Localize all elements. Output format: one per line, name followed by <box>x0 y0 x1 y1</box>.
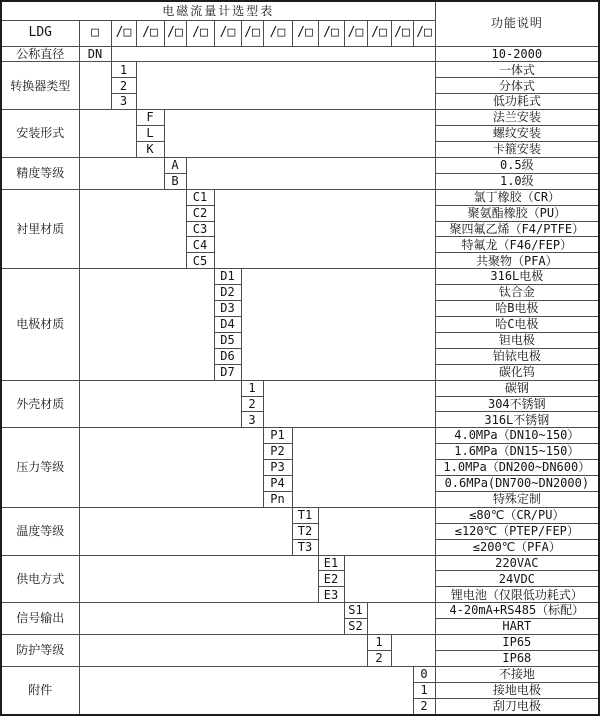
code-cell-signal-output-S2: S2 <box>344 619 367 635</box>
table-row-pressure-rating <box>1 428 599 444</box>
desc-cell-power-supply-E3: 锂电池（仅限低功耗式） <box>435 587 599 603</box>
code-cell-electrode-material-D5: D5 <box>214 332 241 348</box>
code-cell-protection-rating-2: 2 <box>367 651 391 667</box>
empty-cell-right-housing-material <box>263 380 435 428</box>
code-cell-pressure-rating-P2: P2 <box>263 444 292 460</box>
empty-cell-left-signal-output <box>79 603 344 635</box>
model-slash-box-cell: /□ <box>367 20 391 46</box>
code-cell-liner-material-C3: C3 <box>186 221 214 237</box>
table-row-nominal-diameter <box>1 46 599 62</box>
table-row-power-supply <box>1 555 599 571</box>
code-cell-installation-type-F: F <box>136 110 164 126</box>
desc-cell-electrode-material-D7: 碳化钨 <box>435 364 599 380</box>
desc-cell-temperature-rating-T2: ≤120℃（PTEP/FEP） <box>435 523 599 539</box>
empty-cell-left-electrode-material <box>79 269 214 380</box>
code-cell-electrode-material-D2: D2 <box>214 285 241 301</box>
desc-cell-liner-material-C4: 特氟龙（F46/FEP） <box>435 237 599 253</box>
category-label-electrode-material: 电极材质 <box>1 269 79 380</box>
model-slash-box-cell: /□ <box>136 20 164 46</box>
table-row-accessories <box>1 666 599 682</box>
code-cell-electrode-material-D7: D7 <box>214 364 241 380</box>
code-cell-housing-material-2: 2 <box>241 396 263 412</box>
desc-cell-accuracy-class-B: 1.0级 <box>435 173 599 189</box>
code-cell-housing-material-1: 1 <box>241 380 263 396</box>
empty-cell-right-electrode-material <box>241 269 435 380</box>
code-cell-accessories-1: 1 <box>413 682 435 698</box>
category-label-housing-material: 外壳材质 <box>1 380 79 428</box>
code-cell-signal-output-S1: S1 <box>344 603 367 619</box>
category-label-power-supply: 供电方式 <box>1 555 79 603</box>
desc-cell-liner-material-C2: 聚氨酯橡胶（PU） <box>435 205 599 221</box>
desc-cell-liner-material-C5: 共聚物（PFA） <box>435 253 599 269</box>
empty-cell-right-power-supply <box>344 555 435 603</box>
desc-cell-temperature-rating-T3: ≤200℃（PFA） <box>435 539 599 555</box>
empty-cell-left-installation-type <box>79 110 136 158</box>
function-description-header: 功能说明 <box>435 1 599 46</box>
code-cell-temperature-rating-T2: T2 <box>292 523 318 539</box>
desc-cell-converter-type-1: 一体式 <box>435 62 599 78</box>
code-cell-accessories-0: 0 <box>413 666 435 682</box>
empty-cell-right-liner-material <box>214 189 435 269</box>
empty-cell-right-nominal-diameter <box>111 46 435 62</box>
code-cell-liner-material-C5: C5 <box>186 253 214 269</box>
desc-cell-housing-material-2: 304不锈钢 <box>435 396 599 412</box>
empty-cell-left-housing-material <box>79 380 241 428</box>
code-cell-installation-type-K: K <box>136 142 164 158</box>
category-label-protection-rating: 防护等级 <box>1 635 79 667</box>
empty-cell-right-installation-type <box>164 110 435 158</box>
desc-cell-electrode-material-D5: 钽电极 <box>435 332 599 348</box>
desc-cell-electrode-material-D4: 哈C电极 <box>435 316 599 332</box>
table-row-liner-material <box>1 189 599 205</box>
desc-cell-liner-material-C1: 氯丁橡胶（CR） <box>435 189 599 205</box>
table-row-protection-rating <box>1 635 599 651</box>
code-cell-liner-material-C1: C1 <box>186 189 214 205</box>
empty-cell-right-accuracy-class <box>186 157 435 189</box>
code-cell-converter-type-3: 3 <box>111 94 136 110</box>
model-slash-box-cell: /□ <box>318 20 344 46</box>
table-row-accuracy-class <box>1 157 599 173</box>
category-label-nominal-diameter: 公称直径 <box>1 46 79 62</box>
desc-cell-protection-rating-2: IP68 <box>435 651 599 667</box>
desc-cell-converter-type-2: 分体式 <box>435 78 599 94</box>
empty-cell-right-protection-rating <box>391 635 435 667</box>
category-label-installation-type: 安装形式 <box>1 110 79 158</box>
code-cell-pressure-rating-P4: P4 <box>263 476 292 492</box>
empty-cell-right-converter-type <box>136 62 435 110</box>
code-cell-electrode-material-D1: D1 <box>214 269 241 285</box>
desc-cell-pressure-rating-P4: 0.6MPa(DN700~DN2000) <box>435 476 599 492</box>
model-slash-box-cell: /□ <box>241 20 263 46</box>
desc-cell-protection-rating-1: IP65 <box>435 635 599 651</box>
desc-cell-pressure-rating-Pn: 特殊定制 <box>435 491 599 507</box>
code-cell-pressure-rating-P1: P1 <box>263 428 292 444</box>
code-cell-protection-rating-1: 1 <box>367 635 391 651</box>
desc-cell-liner-material-C3: 聚四氟乙烯（F4/PTFE） <box>435 221 599 237</box>
category-label-signal-output: 信号输出 <box>1 603 79 635</box>
title-row <box>1 1 599 20</box>
code-cell-liner-material-C4: C4 <box>186 237 214 253</box>
model-slash-box-cell: /□ <box>391 20 413 46</box>
desc-cell-accessories-1: 接地电极 <box>435 682 599 698</box>
category-label-liner-material: 衬里材质 <box>1 189 79 269</box>
desc-cell-nominal-diameter-DN: 10-2000 <box>435 46 599 62</box>
empty-cell-right-pressure-rating <box>292 428 435 508</box>
desc-cell-signal-output-S2: HART <box>435 619 599 635</box>
desc-cell-pressure-rating-P2: 1.6MPa（DN15~150） <box>435 444 599 460</box>
code-cell-liner-material-C2: C2 <box>186 205 214 221</box>
desc-cell-installation-type-F: 法兰安装 <box>435 110 599 126</box>
desc-cell-installation-type-K: 卡箍安装 <box>435 142 599 158</box>
code-cell-accessories-2: 2 <box>413 698 435 715</box>
desc-cell-pressure-rating-P3: 1.0MPa（DN200~DN600） <box>435 460 599 476</box>
code-cell-electrode-material-D4: D4 <box>214 316 241 332</box>
empty-cell-right-signal-output <box>367 603 435 635</box>
desc-cell-power-supply-E1: 220VAC <box>435 555 599 571</box>
empty-cell-left-protection-rating <box>79 635 367 667</box>
model-box-cell: □ <box>79 20 111 46</box>
empty-cell-left-accessories <box>79 666 413 715</box>
code-cell-temperature-rating-T1: T1 <box>292 507 318 523</box>
desc-cell-accessories-2: 刮刀电极 <box>435 698 599 715</box>
desc-cell-electrode-material-D1: 316L电极 <box>435 269 599 285</box>
model-slash-box-cell: /□ <box>214 20 241 46</box>
model-slash-box-cell: /□ <box>111 20 136 46</box>
code-cell-installation-type-L: L <box>136 126 164 142</box>
desc-cell-signal-output-S1: 4-20mA+RS485（标配） <box>435 603 599 619</box>
category-label-temperature-rating: 温度等级 <box>1 507 79 555</box>
empty-cell-left-temperature-rating <box>79 507 292 555</box>
model-slash-box-cell: /□ <box>263 20 292 46</box>
empty-cell-right-temperature-rating <box>318 507 435 555</box>
desc-cell-temperature-rating-T1: ≤80℃（CR/PU） <box>435 507 599 523</box>
empty-cell-left-converter-type <box>79 62 111 110</box>
desc-cell-converter-type-3: 低功耗式 <box>435 94 599 110</box>
code-cell-power-supply-E1: E1 <box>318 555 344 571</box>
desc-cell-installation-type-L: 螺纹安装 <box>435 126 599 142</box>
code-cell-power-supply-E2: E2 <box>318 571 344 587</box>
code-cell-nominal-diameter-DN: DN <box>79 46 111 62</box>
table-row-converter-type <box>1 62 599 78</box>
desc-cell-housing-material-1: 碳钢 <box>435 380 599 396</box>
code-cell-converter-type-1: 1 <box>111 62 136 78</box>
desc-cell-power-supply-E2: 24VDC <box>435 571 599 587</box>
empty-cell-left-liner-material <box>79 189 186 269</box>
code-cell-converter-type-2: 2 <box>111 78 136 94</box>
code-cell-pressure-rating-Pn: Pn <box>263 491 292 507</box>
model-slash-box-cell: /□ <box>292 20 318 46</box>
table-title: 电磁流量计选型表 <box>1 1 435 20</box>
model-slash-box-cell: /□ <box>413 20 435 46</box>
desc-cell-electrode-material-D3: 哈B电极 <box>435 301 599 317</box>
code-cell-electrode-material-D6: D6 <box>214 348 241 364</box>
desc-cell-housing-material-3: 316L不锈钢 <box>435 412 599 428</box>
table-row-signal-output <box>1 603 599 619</box>
empty-cell-left-power-supply <box>79 555 318 603</box>
model-slash-box-cell: /□ <box>344 20 367 46</box>
empty-cell-left-pressure-rating <box>79 428 263 508</box>
table-row-temperature-rating <box>1 507 599 523</box>
code-cell-pressure-rating-P3: P3 <box>263 460 292 476</box>
category-label-accuracy-class: 精度等级 <box>1 157 79 189</box>
code-cell-power-supply-E3: E3 <box>318 587 344 603</box>
table-row-housing-material <box>1 380 599 396</box>
empty-cell-left-accuracy-class <box>79 157 164 189</box>
desc-cell-accessories-0: 不接地 <box>435 666 599 682</box>
category-label-pressure-rating: 压力等级 <box>1 428 79 508</box>
model-prefix-label: LDG <box>1 20 79 46</box>
code-cell-accuracy-class-B: B <box>164 173 186 189</box>
table-row-installation-type <box>1 110 599 126</box>
desc-cell-electrode-material-D2: 钛合金 <box>435 285 599 301</box>
desc-cell-electrode-material-D6: 铂铱电极 <box>435 348 599 364</box>
desc-cell-accuracy-class-A: 0.5级 <box>435 157 599 173</box>
code-cell-accuracy-class-A: A <box>164 157 186 173</box>
code-cell-electrode-material-D3: D3 <box>214 301 241 317</box>
model-slash-box-cell: /□ <box>164 20 186 46</box>
code-cell-temperature-rating-T3: T3 <box>292 539 318 555</box>
category-label-converter-type: 转换器类型 <box>1 62 79 110</box>
table-row-electrode-material <box>1 269 599 285</box>
category-label-accessories: 附件 <box>1 666 79 715</box>
desc-cell-pressure-rating-P1: 4.0MPa（DN10~150） <box>435 428 599 444</box>
model-slash-box-cell: /□ <box>186 20 214 46</box>
code-cell-housing-material-3: 3 <box>241 412 263 428</box>
